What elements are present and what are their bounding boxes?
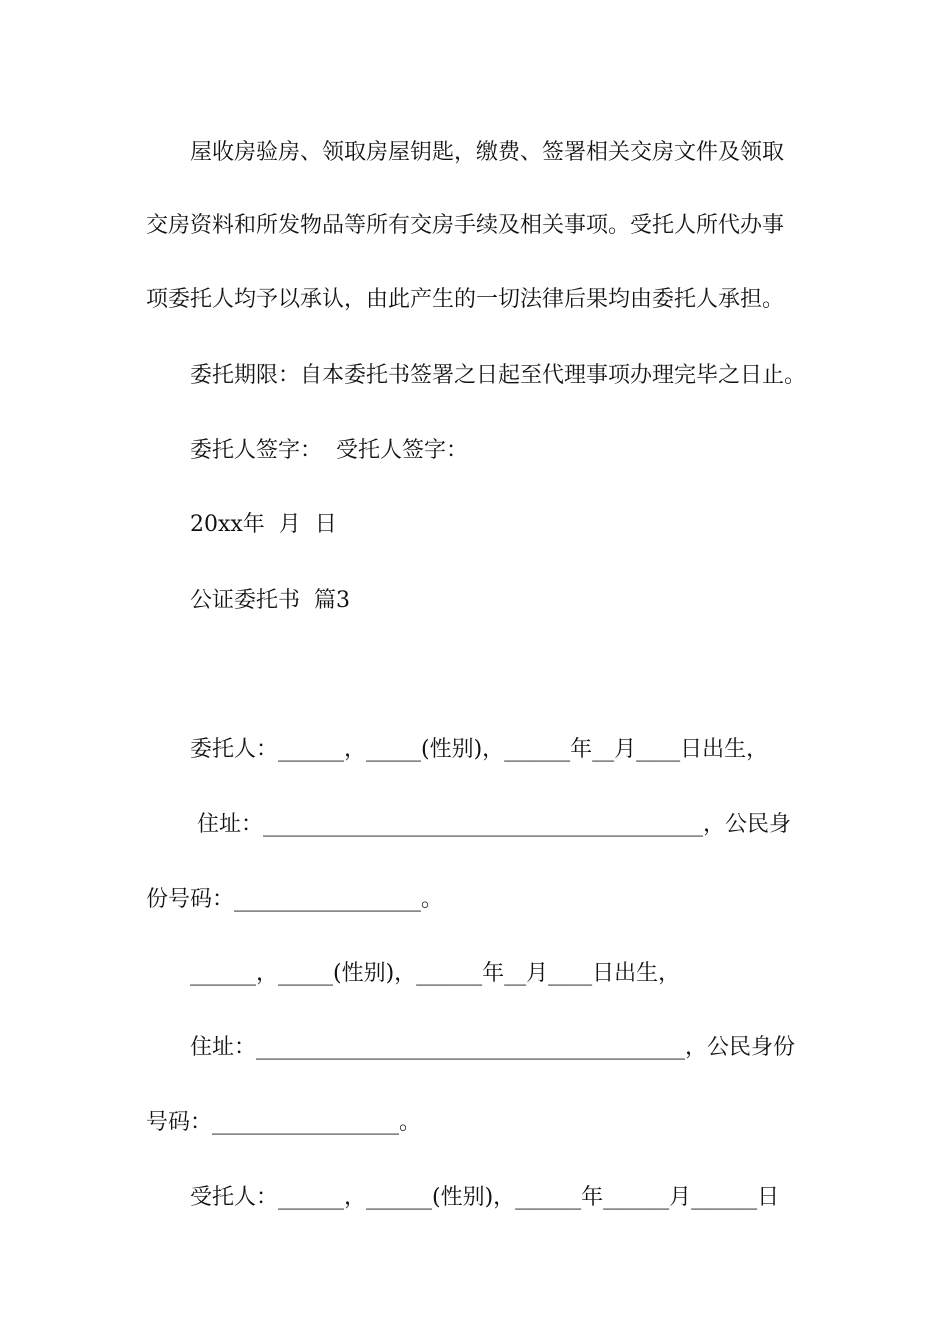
form-line: 住址：________________________________________，公民身 xyxy=(190,812,791,837)
paragraph-line: 屋收房验房、领取房屋钥匙，缴费、签署相关交房文件及领取 xyxy=(190,140,785,165)
form-line: 住址：_______________________________________，公民身份 xyxy=(190,1035,796,1060)
section-title: 公证委托书 篇3 xyxy=(190,588,350,613)
form-line: 委托人：______，_____(性别)，______年__月____日出生， xyxy=(190,737,769,762)
form-line: 号码：_________________。 xyxy=(146,1110,422,1135)
signature-line: 委托人签字： 受托人签字： xyxy=(190,438,468,463)
form-line: 受托人：______，______(性别)，______年______月______日 xyxy=(190,1185,780,1210)
paragraph-line: 委托期限：自本委托书签署之日起至代理事项办理完毕之日止。 xyxy=(190,363,807,388)
form-line: 份号码：_________________。 xyxy=(146,887,444,912)
paragraph-line: 项委托人均予以承认，由此产生的一切法律后果均由委托人承担。 xyxy=(146,287,785,312)
paragraph-line: 交房资料和所发物品等所有交房手续及相关事项。受托人所代办事 xyxy=(146,213,785,238)
form-line: ______，_____(性别)，______年__月____日出生， xyxy=(190,961,681,986)
date-line: 20xx年 月 日 xyxy=(190,512,337,537)
